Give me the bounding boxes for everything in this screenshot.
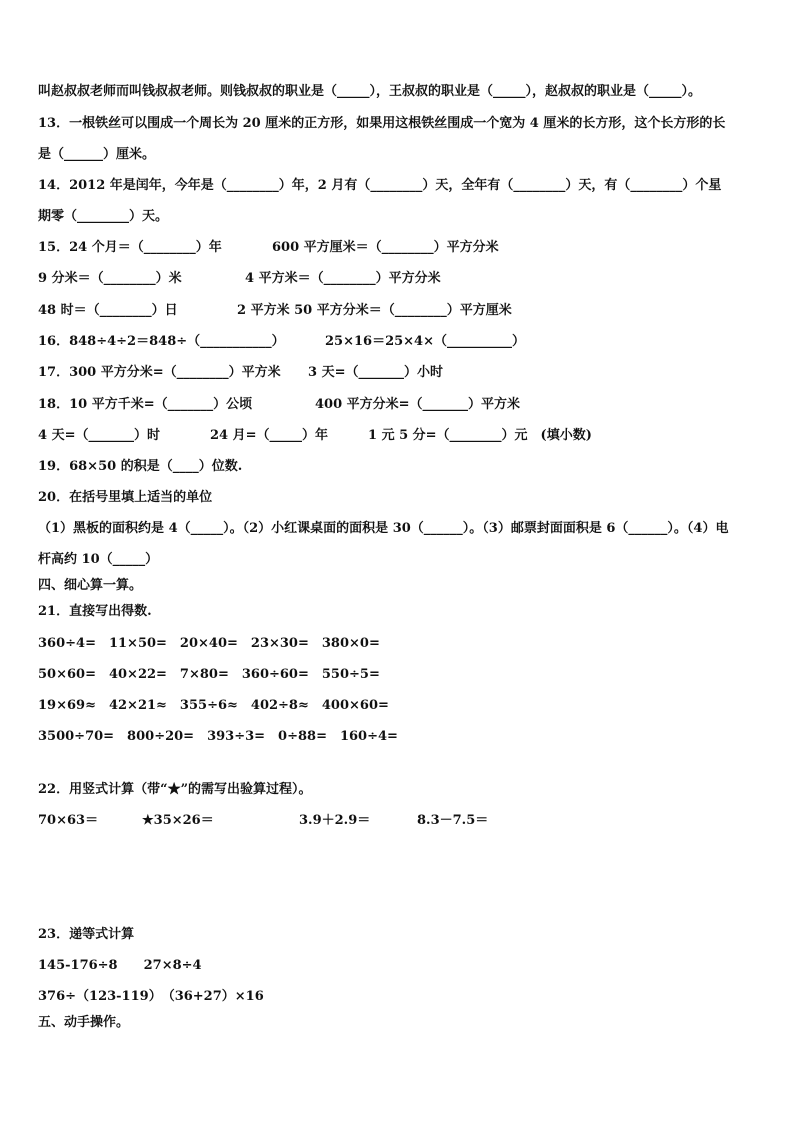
line-job-answer: 叫赵叔叔老师而叫钱叔叔老师。则钱叔叔的职业是（_____），王叔叔的职业是（_____），赵叔叔的职业是（_____）。 <box>38 84 702 99</box>
line-q20-units: （1）黑板的面积约是 4（_____）。（2）小红课桌面的面积是 30（______）。（3）邮票封面面积是 6（______）。（4）电 <box>38 521 729 536</box>
line-q14: 14．2012 年是闰年，今年是（________）年，2 月有（________）天，全年有（________）天，有（________）个星 <box>38 178 722 193</box>
q22-item-b: ★35×26＝ <box>142 813 214 828</box>
line-q20: 20．在括号里填上适当的单位 <box>38 490 213 505</box>
line-q21: 21．直接写出得数. <box>38 604 152 619</box>
line-q23-row2: 376÷（123-119） （36+27）×16 <box>38 989 264 1004</box>
line-q13: 13．一根铁丝可以围成一个周长为 20 厘米的正方形，如果用这根铁丝围成一个宽为 4 厘米的长方形，这个长方形的长 <box>38 116 726 131</box>
q17-part-a: 17．300 平方分米=（________）平方米 <box>38 365 281 380</box>
q18-part-d: 24 月=（_____）年 <box>210 428 329 443</box>
line-q23: 23．递等式计算 <box>38 927 135 942</box>
line-q21-row2: 50×60= 40×22= 7×80= 360÷60= 550÷5= <box>38 667 380 682</box>
q22-item-d: 8.3－7.5＝ <box>417 813 489 828</box>
q15-part-e: 48 时＝（________）日 <box>38 303 178 318</box>
line-q22: 22．用竖式计算（带“★”的需写出验算过程）。 <box>38 782 312 797</box>
line-q21-row4: 3500÷70= 800÷20= 393÷3= 0÷88= 160÷4= <box>38 729 398 744</box>
q16-part-a: 16．848÷4÷2＝848÷（___________） <box>38 334 285 349</box>
line-q14-cont: 期零（________）天。 <box>38 209 169 224</box>
q15-part-f: 2 平方米 50 平方分米＝（________）平方厘米 <box>237 303 512 318</box>
q22-item-c: 3.9＋2.9＝ <box>299 813 371 828</box>
line-q22-items <box>38 813 489 909</box>
line-q23-row1: 145-176÷8 27×8÷4 <box>38 958 202 973</box>
line-q20-cont: 杆高约 10（_____） <box>38 552 159 567</box>
q15-part-b: 600 平方厘米＝（________）平方分米 <box>272 240 499 255</box>
q18-part-a: 18．10 平方千米=（_______）公顷 <box>38 397 253 412</box>
q15-part-c: 9 分米＝（________）米 <box>38 271 182 286</box>
q15-part-a: 15．24 个月＝（________）年 <box>38 240 222 255</box>
q16-part-b: 25×16＝25×4×（__________） <box>325 334 525 349</box>
line-q19: 19．68×50 的积是（____）位数. <box>38 459 243 474</box>
q22-item-a: 70×63＝ <box>38 813 99 828</box>
section-four-heading: 四、细心算一算。 <box>38 578 143 593</box>
q17-part-b: 3 天=（_______）小时 <box>308 365 443 380</box>
q18-part-e: 1 元 5 分=（________）元 (填小数) <box>368 428 592 443</box>
line-q13-cont: 是（______）厘米。 <box>38 147 156 162</box>
line-q21-row3: 19×69≈ 42×21≈ 355÷6≈ 402÷8≈ 400×60= <box>38 698 389 713</box>
q18-part-c: 4 天=（_______）时 <box>38 428 160 443</box>
q18-part-b: 400 平方分米=（_______）平方米 <box>315 397 521 412</box>
line-q21-row1: 360÷4= 11×50= 20×40= 23×30= 380×0= <box>38 636 380 651</box>
q15-part-d: 4 平方米＝（________）平方分米 <box>245 271 441 286</box>
section-five-heading: 五、动手操作。 <box>38 1015 130 1030</box>
